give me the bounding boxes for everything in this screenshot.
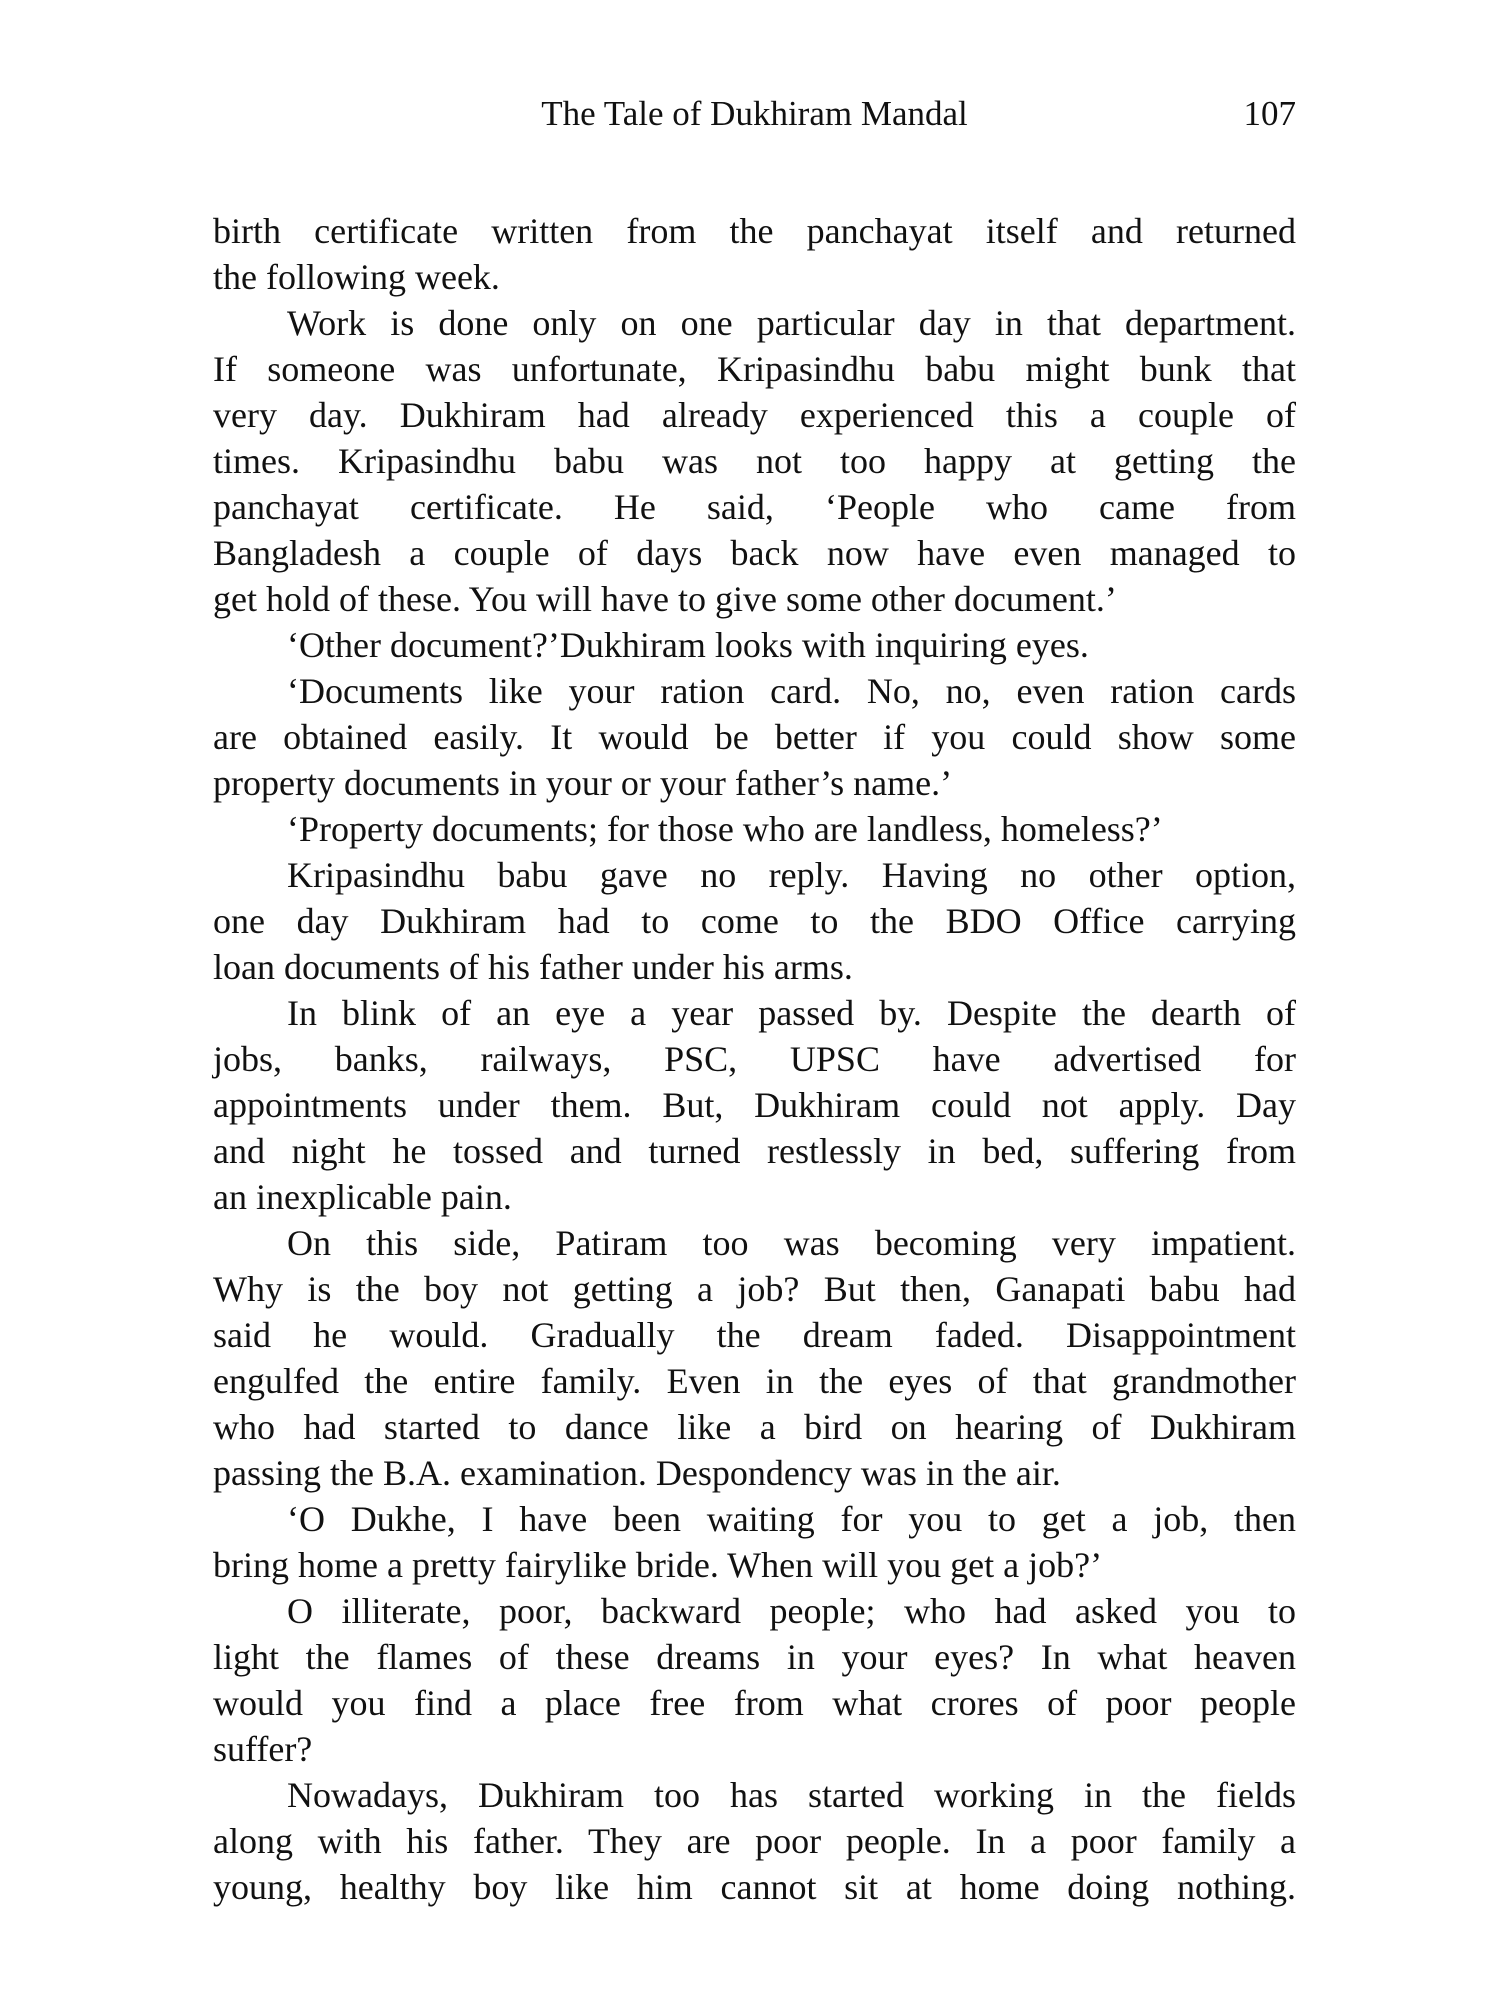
paragraph [213, 806, 1296, 852]
text-line: the following week. [213, 257, 500, 297]
chapter-title: The Tale of Dukhiram Mandal [541, 94, 968, 133]
paragraph [213, 1772, 1296, 1910]
text-line: light the flames of these dreams in your eyes? In what heaven [213, 1637, 1296, 1677]
paragraph [213, 622, 1296, 668]
text-line: said he would. Gradually the dream faded. Disappointment [213, 1315, 1296, 1355]
text-line: bring home a pretty fairylike bride. When will you get a job?’ [213, 1545, 1103, 1585]
text-line: Why is the boy not getting a job? But then, Ganapati babu had [213, 1269, 1296, 1309]
paragraph [213, 1588, 1296, 1772]
text-line: young, healthy boy like him cannot sit at home doing nothing. [213, 1867, 1296, 1907]
text-line: birth certificate written from the panchayat itself and returned [213, 211, 1296, 251]
text-line: Kripasindhu babu gave no reply. Having no other option, [287, 855, 1296, 895]
text-line: Work is done only on one particular day in that department. [287, 303, 1296, 343]
text-line: engulfed the entire family. Even in the eyes of that grandmother [213, 1361, 1296, 1401]
text-line: panchayat certificate. He said, ‘People who came from [213, 487, 1296, 527]
text-line: Bangladesh a couple of days back now have even managed to [213, 533, 1296, 573]
text-line: are obtained easily. It would be better if you could show some [213, 717, 1296, 757]
text-line: appointments under them. But, Dukhiram could not apply. Day [213, 1085, 1296, 1125]
text-line: and night he tossed and turned restlessly in bed, suffering from [213, 1131, 1296, 1171]
text-line: O illiterate, poor, backward people; who had asked you to [287, 1591, 1296, 1631]
text-line: would you find a place free from what crores of poor people [213, 1683, 1296, 1723]
text-line: an inexplicable pain. [213, 1177, 512, 1217]
text-line: get hold of these. You will have to give some other document.’ [213, 579, 1117, 619]
paragraph [213, 990, 1296, 1220]
text-line: one day Dukhiram had to come to the BDO Office carrying [213, 901, 1296, 941]
text-line: property documents in your or your father’s name.’ [213, 763, 953, 803]
body-text [213, 208, 1296, 1910]
page-number: 107 [1243, 94, 1296, 133]
paragraph [213, 852, 1296, 990]
running-head [213, 92, 1296, 142]
text-line: passing the B.A. examination. Despondency was in the air. [213, 1453, 1061, 1493]
text-line: Nowadays, Dukhiram too has started working in the fields [287, 1775, 1296, 1815]
text-line: ‘Documents like your ration card. No, no, even ration cards [287, 671, 1296, 711]
text-line: On this side, Patiram too was becoming very impatient. [287, 1223, 1296, 1263]
text-line: very day. Dukhiram had already experienced this a couple of [213, 395, 1296, 435]
paragraph [213, 1496, 1296, 1588]
paragraph [213, 300, 1296, 622]
text-line: times. Kripasindhu babu was not too happy at getting the [213, 441, 1296, 481]
text-line: ‘Property documents; for those who are landless, homeless?’ [287, 809, 1163, 849]
text-line: suffer? [213, 1729, 313, 1769]
text-line: jobs, banks, railways, PSC, UPSC have advertised for [213, 1039, 1296, 1079]
text-line: If someone was unfortunate, Kripasindhu babu might bunk that [213, 349, 1296, 389]
text-line: loan documents of his father under his arms. [213, 947, 853, 987]
paragraph [213, 668, 1296, 806]
paragraph [213, 208, 1296, 300]
text-line: In blink of an eye a year passed by. Despite the dearth of [287, 993, 1296, 1033]
text-line: who had started to dance like a bird on hearing of Dukhiram [213, 1407, 1296, 1447]
text-line: ‘Other document?’Dukhiram looks with inquiring eyes. [287, 625, 1089, 665]
text-line: ‘O Dukhe, I have been waiting for you to get a job, then [287, 1499, 1296, 1539]
text-line: along with his father. They are poor people. In a poor family a [213, 1821, 1296, 1861]
paragraph [213, 1220, 1296, 1496]
